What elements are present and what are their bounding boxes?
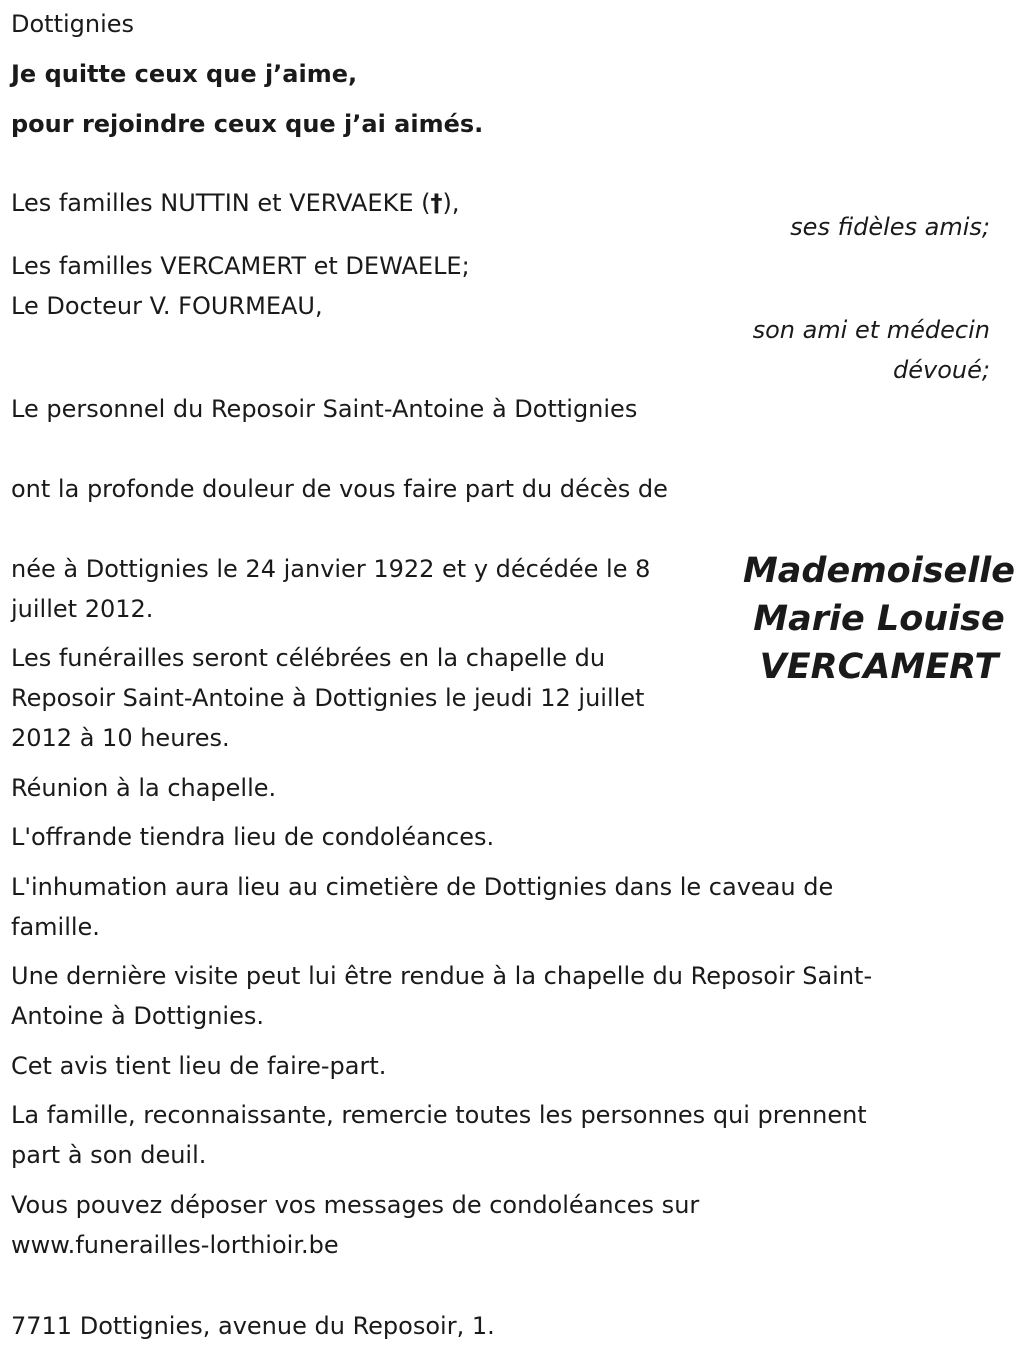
families-line-1	[11, 189, 459, 217]
cross-icon: †	[430, 189, 443, 217]
families-line-1-suffix: ),	[442, 189, 460, 217]
quote-line-1: Je quitte ceux que j’aime,	[11, 60, 358, 88]
birth-death-line-1: née à Dottignies le 24 janvier 1922 et y décédée le 8	[11, 555, 651, 583]
quote-line-2: pour rejoindre ceux que j’ai aimés.	[11, 110, 484, 138]
funeral-line-3: 2012 à 10 heures.	[11, 724, 230, 752]
doctor-role-line-1: son ami et médecin	[752, 316, 990, 344]
families-line-1-prefix: Les familles NUTTIN et VERVAEKE (	[11, 189, 431, 217]
address-line: 7711 Dottignies, avenue du Reposoir, 1.	[11, 1312, 495, 1340]
thanks-line-2: part à son deuil.	[11, 1141, 207, 1169]
thanks-line-1: La famille, reconnaissante, remercie toutes les personnes qui prennent	[11, 1101, 867, 1129]
birth-death-line-2: juillet 2012.	[11, 595, 154, 623]
visit-line-1: Une dernière visite peut lui être rendue à la chapelle du Reposoir Saint-	[11, 962, 873, 990]
visit-line-2: Antoine à Dottignies.	[11, 1002, 264, 1030]
deceased-name-block	[742, 547, 1016, 691]
burial-line-1: L'inhumation aura lieu au cimetière de Dottignies dans le caveau de	[11, 873, 834, 901]
funeral-line-1: Les funérailles seront célébrées en la chapelle du	[11, 644, 606, 672]
deceased-first-names: Marie Louise	[753, 599, 1005, 639]
families-line-1-role: ses fidèles amis;	[790, 213, 990, 241]
condolences-link[interactable]: www.funerailles-lorthioir.be	[11, 1231, 339, 1259]
town-heading: Dottignies	[11, 10, 135, 38]
offering-text: L'offrande tiendra lieu de condoléances.	[11, 823, 495, 851]
doctor-line: Le Docteur V. FOURMEAU,	[11, 292, 323, 320]
funeral-line-2: Reposoir Saint-Antoine à Dottignies le jeudi 12 juillet	[11, 684, 645, 712]
deceased-surname: VERCAMERT	[759, 647, 999, 687]
deceased-title: Mademoiselle	[742, 551, 1016, 591]
families-line-2: Les familles VERCAMERT et DEWAELE;	[11, 252, 470, 280]
condolences-line-1: Vous pouvez déposer vos messages de condoléances sur	[11, 1191, 700, 1219]
announcement-text: ont la profonde douleur de vous faire part du décès de	[11, 475, 668, 503]
notice-text: Cet avis tient lieu de faire-part.	[11, 1052, 387, 1080]
staff-line: Le personnel du Reposoir Saint-Antoine à Dottignies	[11, 395, 638, 423]
burial-line-2: famille.	[11, 913, 100, 941]
doctor-role-line-2: dévoué;	[893, 356, 990, 384]
meeting-text: Réunion à la chapelle.	[11, 774, 277, 802]
